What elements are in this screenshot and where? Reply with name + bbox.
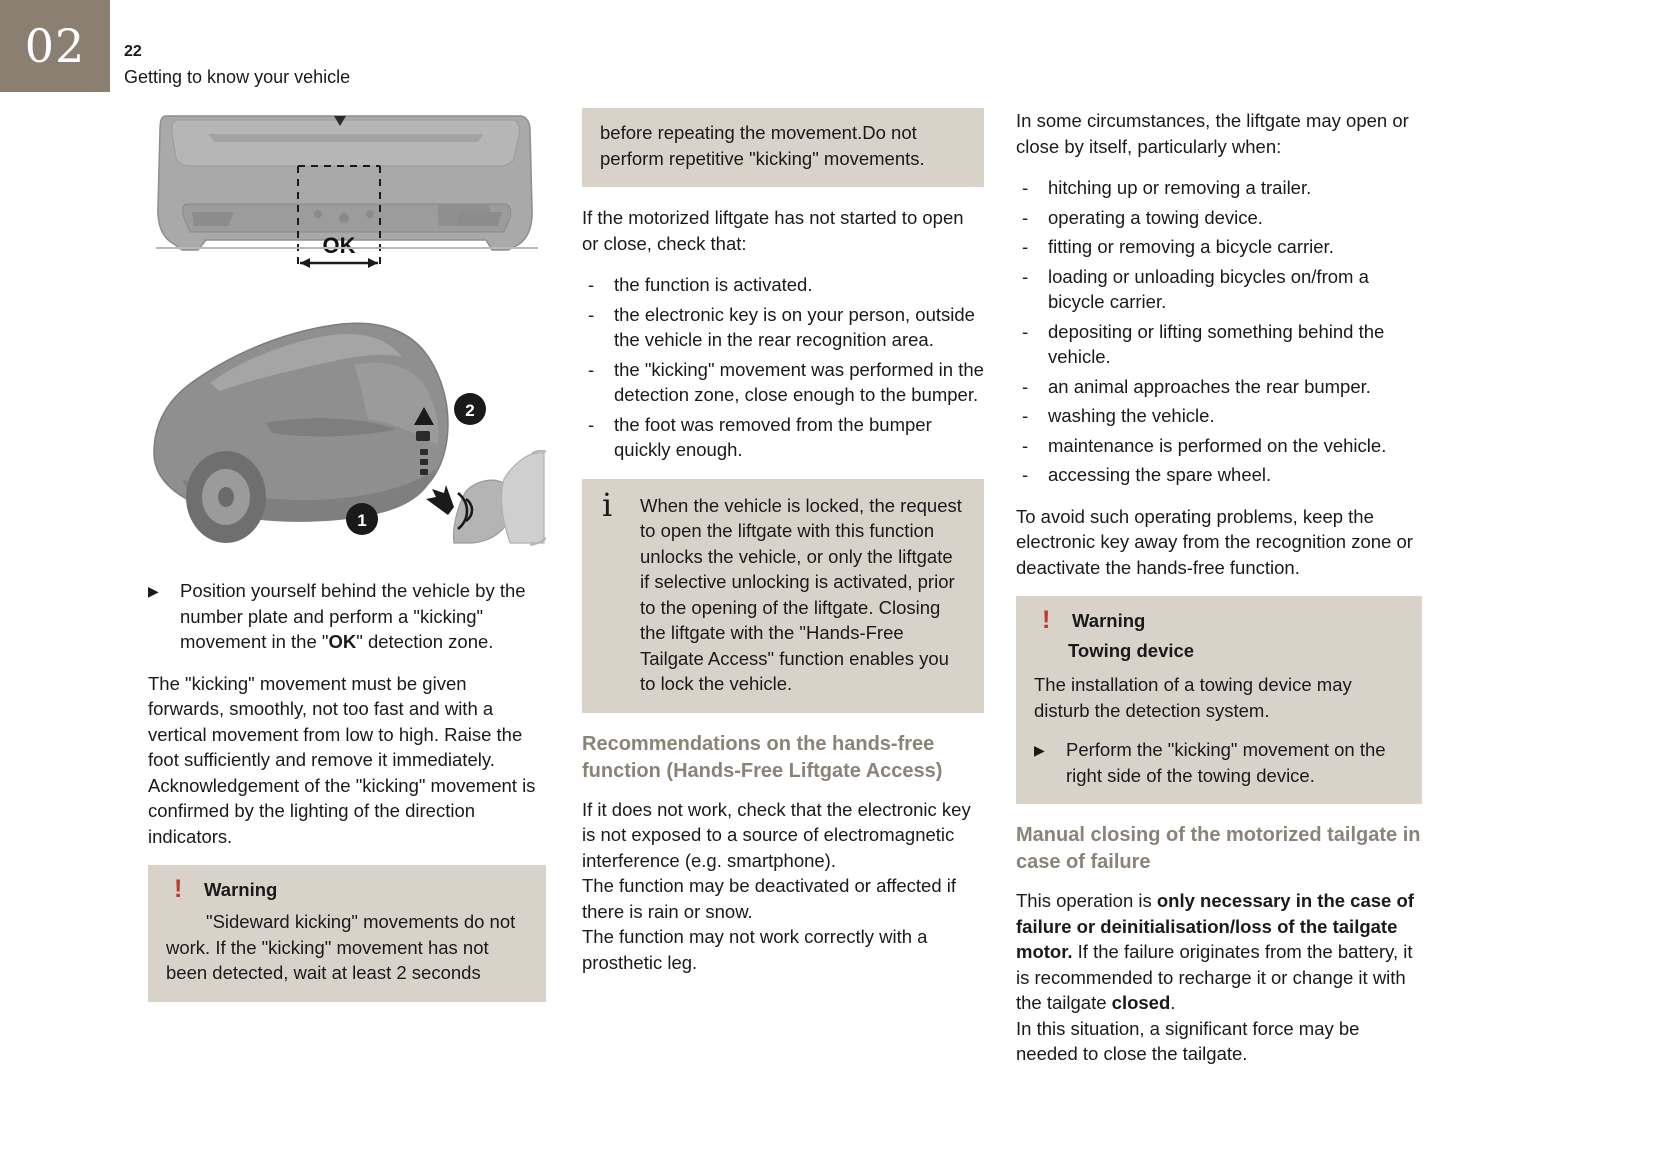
ok-bold: OK [328, 631, 357, 652]
brand-strip [208, 134, 484, 142]
list-item: - operating a towing device. [1016, 205, 1422, 231]
warning-icon: ! [1042, 606, 1051, 634]
recommendation-paragraph-3: The function may not work correctly with a prosthetic leg. [582, 926, 928, 973]
sensor-center [339, 213, 349, 223]
list-item: - maintenance is performed on the vehicle. [1016, 433, 1422, 459]
warning-action: ▶ Perform the "kicking" movement on the right side of the towing device. [1034, 737, 1404, 788]
text-part-a: This operation is [1016, 890, 1157, 911]
avoid-problems-paragraph: To avoid such operating problems, keep the electronic key away from the recognition zone or deactivate the hands-free function. [1016, 505, 1413, 578]
warning-label: Warning [1072, 610, 1146, 631]
section-heading-recommendations: Recommendations on the hands-free function (Hands-Free Liftgate Access) [582, 732, 943, 782]
arrow-head-right [368, 258, 378, 268]
ok-zone-label: OK [322, 233, 356, 258]
list-item: - the "kicking" movement was performed in the detection zone, close enough to the bumper. [582, 357, 984, 408]
text-bold-2: closed [1111, 992, 1171, 1013]
figure-kicking-movement [148, 303, 546, 568]
warning-label: Warning [204, 879, 278, 900]
list-item: - the electronic key is on your person, outside the vehicle in the rear recognition area. [582, 302, 984, 353]
liftgate-check-intro: If the motorized liftgate has not started to open or close, check that: [582, 207, 964, 254]
warning-box-sideward-kicking [148, 865, 546, 1002]
info-icon: i [602, 485, 613, 524]
manual-closing-paragraph-2: In this situation, a significant force may be needed to close the tailgate. [1016, 1017, 1360, 1064]
sensor-block-mid3 [420, 469, 428, 475]
wheel-hub [218, 487, 234, 507]
position-instruction: ▶ Position yourself behind the vehicle by the number plate and perform a "kicking" movement in the "OK" detection zone. [148, 578, 546, 655]
continued-warning-text: before repeating the movement.Do not perform repetitive "kicking" movements. [600, 122, 925, 169]
chapter-title: Getting to know your vehicle [124, 66, 351, 87]
arrow-head-left [300, 258, 310, 268]
recommendation-paragraph-1: If it does not work, check that the electronic key is not exposed to a source of electromagnetic interference (e.g. smartphone). [582, 798, 971, 871]
warning-heading [1034, 606, 1404, 634]
column-2 [582, 108, 984, 991]
page-number: 22 [124, 43, 142, 60]
callout-2-label: 2 [465, 401, 475, 420]
column-1 [148, 108, 546, 1020]
warning-icon: ! [174, 875, 183, 903]
chapter-number-tab [0, 0, 110, 92]
list-item: - an animal approaches the rear bumper. [1016, 374, 1422, 400]
sensor-left [314, 210, 322, 218]
column-3 [1016, 108, 1422, 1083]
rear-bumper-illustration [148, 108, 546, 293]
right-reflector [456, 212, 502, 226]
list-item: - fitting or removing a bicycle carrier. [1016, 234, 1422, 260]
list-item: - washing the vehicle. [1016, 403, 1422, 429]
warning-box-towing-device [1016, 596, 1422, 804]
sensor-right [366, 210, 374, 218]
recommendation-paragraph-2: The function may be deactivated or affected if there is rain or snow. [582, 875, 956, 922]
warning-subtitle: Towing device [1068, 640, 1195, 661]
left-reflector [192, 212, 234, 226]
list-item: - the foot was removed from the bumper quickly enough. [582, 412, 984, 463]
warning-text: The installation of a towing device may disturb the detection system. [1034, 674, 1352, 721]
liftgate-check-list [582, 272, 984, 463]
kicking-movement-paragraph: The "kicking" movement must be given forwards, smoothly, not too fast and with a vertical movement from low to high. Raise the foot sufficiently and remove it immediately. Acknowledgement of the "kicking" movement is confirmed by the lighting of the direction indicators. [148, 672, 536, 847]
text-part-c: . [1170, 992, 1176, 1013]
text-part-b: If the failure originates from the battery, it is recommended to recharge it or change it with the tailgate [1016, 941, 1413, 1013]
vehicle-kicking-illustration [148, 303, 546, 568]
callout-1-label: 1 [357, 511, 367, 530]
text-bold-1: only necessary in the case of failure or deinitialisation/loss of the tailgate motor. [1016, 890, 1414, 962]
page-header [124, 42, 350, 90]
figure-rear-bumper-detection-zone [148, 108, 546, 293]
leg-solid [502, 453, 544, 543]
continued-warning-box [582, 108, 984, 187]
chapter-number: 02 [24, 19, 86, 73]
sensor-block-top [416, 431, 430, 441]
list-item: - the function is activated. [582, 272, 984, 298]
list-item: - depositing or lifting something behind the vehicle. [1016, 319, 1422, 370]
warning-heading [166, 875, 528, 903]
section-heading-manual-closing: Manual closing of the motorized tailgate in case of failure [1016, 824, 1421, 873]
info-text: When the vehicle is locked, the request to open the liftgate with this function unlocks the vehicle, or only the liftgate if selective unlocking is activated, prior to the opening of the liftgate. Closing the liftgate with the "Hands-Free Tailgate Access" function enables you to lock the vehicle. [640, 494, 962, 694]
info-box-locked-vehicle [582, 479, 984, 713]
tailgate-panel [172, 120, 520, 166]
manual-closing-paragraph [1016, 888, 1422, 1016]
list-item: - accessing the spare wheel. [1016, 462, 1422, 488]
self-open-cases-list [1016, 175, 1422, 488]
list-item: - loading or unloading bicycles on/from a bicycle carrier. [1016, 264, 1422, 315]
list-item: - hitching up or removing a trailer. [1016, 175, 1422, 201]
sensor-block-mid1 [420, 449, 428, 455]
self-open-intro: In some circumstances, the liftgate may open or close by itself, particularly when: [1016, 110, 1409, 157]
warning-text: "Sideward kicking" movements do not work. If the "kicking" movement has not been detected, wait at least 2 seconds [166, 911, 516, 983]
sensor-block-mid2 [420, 459, 428, 465]
arrow-kick-icon [426, 485, 454, 515]
